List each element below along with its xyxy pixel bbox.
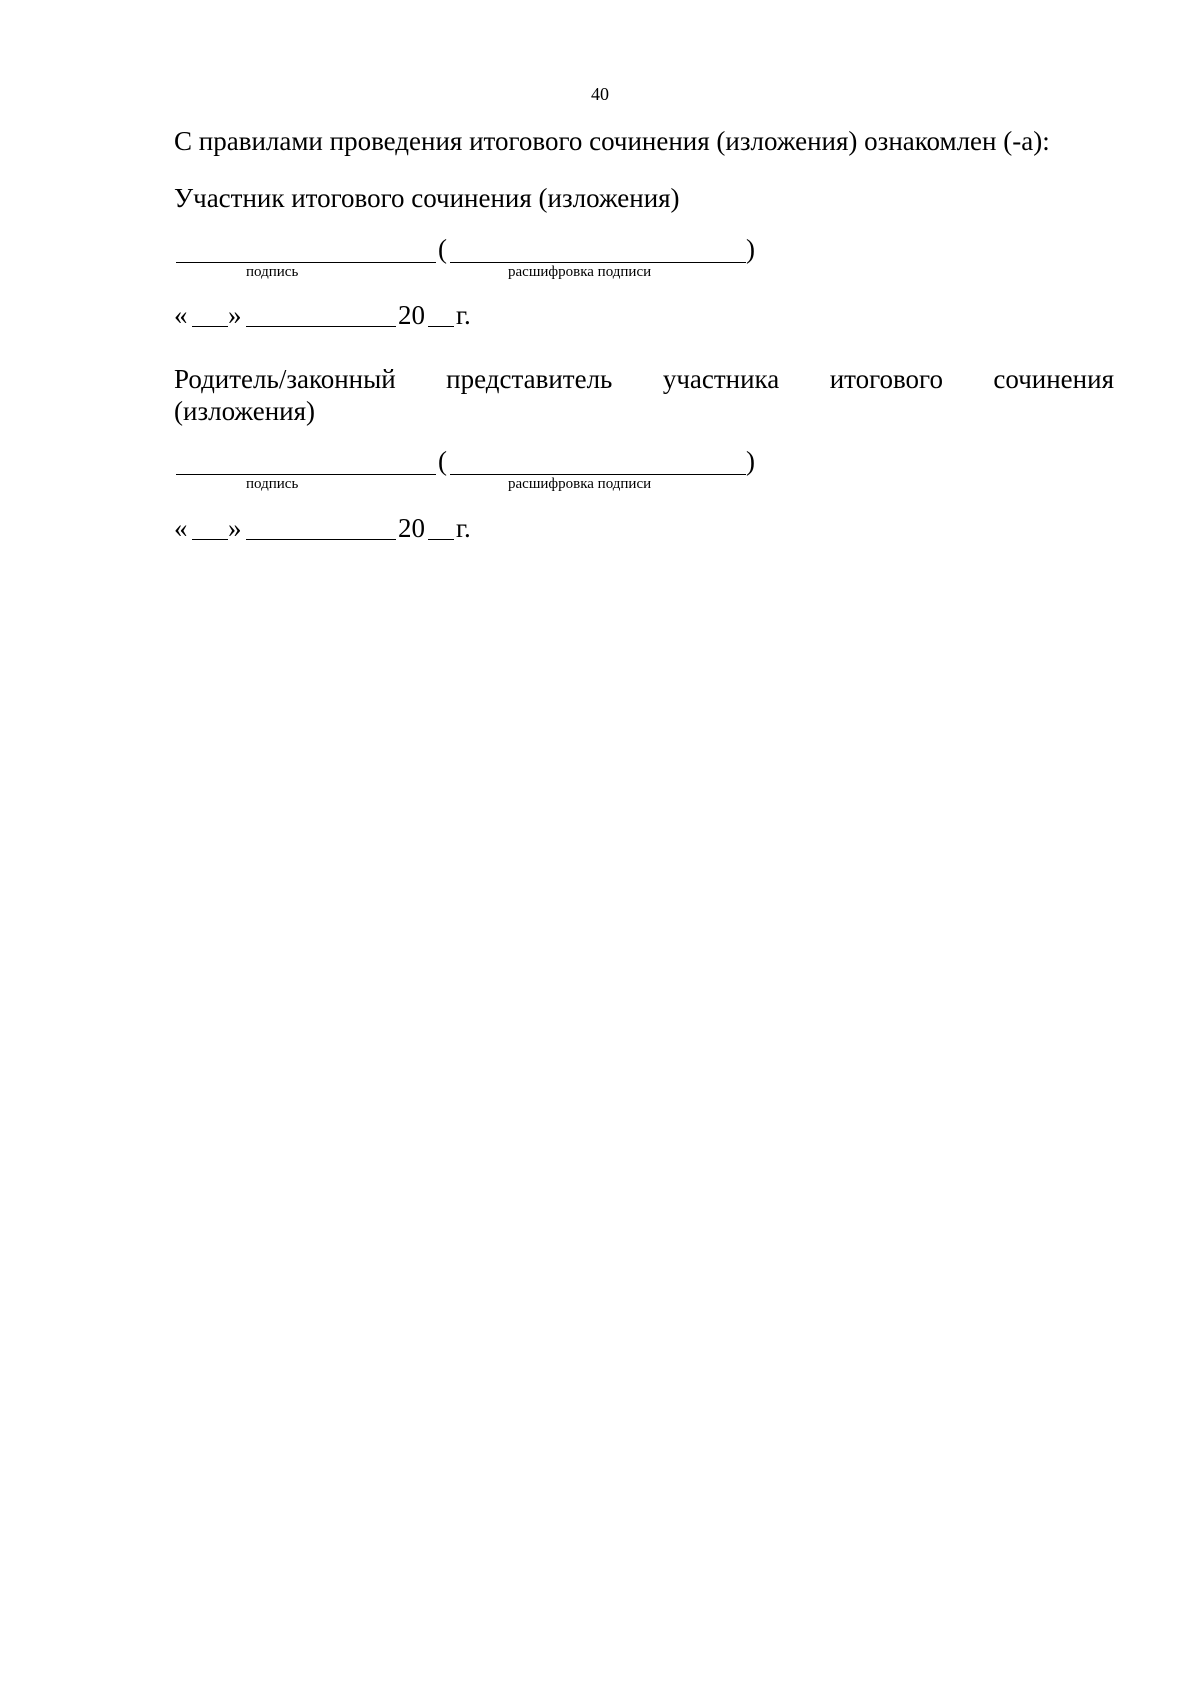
quote-open: « [174, 513, 188, 543]
parent-title-word: сочинения [993, 364, 1114, 394]
parent-signature-block [174, 446, 755, 500]
quote-open: « [174, 300, 188, 330]
month-blank[interactable] [246, 539, 396, 540]
year-prefix: 20 [398, 300, 425, 330]
close-paren: ) [746, 234, 755, 264]
participant-signature-block [174, 234, 755, 288]
year-suffix: г. [456, 513, 471, 543]
parent-title-word: итогового [829, 364, 943, 394]
quote-close: » [228, 300, 242, 330]
decode-caption: расшифровка подписи [508, 476, 652, 492]
year-prefix: 20 [398, 513, 425, 543]
page-number: 40 [591, 84, 609, 104]
parent-signature-line[interactable] [176, 474, 436, 475]
quote-close: » [228, 513, 242, 543]
participant-decode-line[interactable] [450, 262, 746, 263]
month-blank[interactable] [246, 326, 396, 327]
day-blank[interactable] [192, 539, 228, 540]
open-paren: ( [438, 446, 447, 476]
open-paren: ( [438, 234, 447, 264]
parent-decode-line[interactable] [450, 474, 746, 475]
signature-caption: подпись [246, 264, 299, 280]
year-suffix: г. [456, 300, 471, 330]
parent-title-continuation: (изложения) [174, 396, 315, 426]
signature-caption: подпись [246, 476, 299, 492]
close-paren: ) [746, 446, 755, 476]
day-blank[interactable] [192, 326, 228, 327]
year-blank[interactable] [428, 539, 454, 540]
decode-caption: расшифровка подписи [508, 264, 652, 280]
parent-title-word: Родитель/законный [174, 364, 396, 394]
parent-title [174, 364, 1114, 395]
parent-title-word: представитель [446, 364, 613, 394]
intro-text: С правилами проведения итогового сочинения (изложения) ознакомлен (-а): [174, 126, 1050, 156]
parent-title-word: участника [662, 364, 780, 394]
year-blank[interactable] [428, 326, 454, 327]
participant-title: Участник итогового сочинения (изложения) [174, 183, 680, 213]
participant-signature-line[interactable] [176, 262, 436, 263]
